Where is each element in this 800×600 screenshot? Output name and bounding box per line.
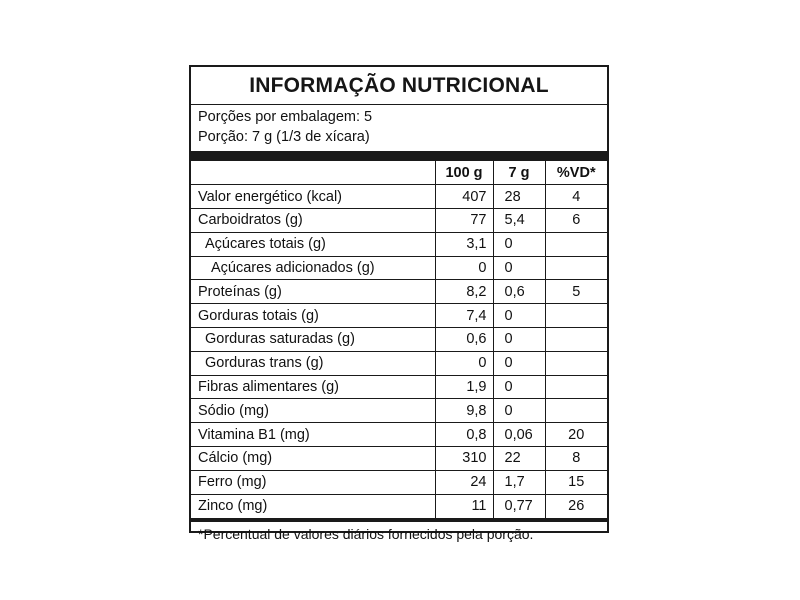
table-row xyxy=(191,256,607,280)
table-row xyxy=(191,470,607,494)
row-label: Carboidratos (g) xyxy=(191,209,435,233)
portion-size: Porção: 7 g (1/3 de xícara) xyxy=(198,129,370,145)
header-7g: 7 g xyxy=(493,161,545,185)
portion-info xyxy=(191,105,607,151)
header-vd: %VD* xyxy=(545,161,607,185)
row-value-100g: 1,9 xyxy=(435,375,493,399)
table-row xyxy=(191,209,607,233)
row-value-7g: 0 xyxy=(493,328,545,352)
row-value-7g: 0 xyxy=(493,351,545,375)
row-value-100g: 77 xyxy=(435,209,493,233)
row-label: Sódio (mg) xyxy=(191,399,435,423)
table-row xyxy=(191,351,607,375)
row-value-7g: 0 xyxy=(493,304,545,328)
thick-divider xyxy=(191,151,607,161)
table-row xyxy=(191,328,607,352)
row-label: Ferro (mg) xyxy=(191,470,435,494)
row-value-7g: 0,6 xyxy=(493,280,545,304)
row-label: Cálcio (mg) xyxy=(191,447,435,471)
table-row xyxy=(191,447,607,471)
nutrition-table xyxy=(191,161,607,518)
row-label: Gorduras totais (g) xyxy=(191,304,435,328)
row-value-vd xyxy=(545,399,607,423)
row-value-7g: 1,7 xyxy=(493,470,545,494)
table-row xyxy=(191,185,607,209)
row-label: Gorduras trans (g) xyxy=(191,351,435,375)
table-row xyxy=(191,399,607,423)
row-value-100g: 0 xyxy=(435,256,493,280)
portions-per-package: Porções por embalagem: 5 xyxy=(198,109,373,125)
row-value-7g: 0 xyxy=(493,399,545,423)
row-value-vd: 26 xyxy=(545,494,607,518)
row-value-100g: 0 xyxy=(435,351,493,375)
row-value-vd xyxy=(545,232,607,256)
row-value-vd: 4 xyxy=(545,185,607,209)
footnote: *Percentual de valores diários fornecidos pela porção. xyxy=(198,525,534,542)
row-value-vd: 6 xyxy=(545,209,607,233)
row-value-vd xyxy=(545,375,607,399)
row-value-7g: 0 xyxy=(493,375,545,399)
row-value-7g: 28 xyxy=(493,185,545,209)
row-value-vd xyxy=(545,351,607,375)
row-value-100g: 0,8 xyxy=(435,423,493,447)
header-100g: 100 g xyxy=(435,161,493,185)
row-value-100g: 0,6 xyxy=(435,328,493,352)
table-row xyxy=(191,375,607,399)
row-label: Proteínas (g) xyxy=(191,280,435,304)
row-value-vd xyxy=(545,328,607,352)
row-label: Zinco (mg) xyxy=(198,498,268,515)
row-value-7g: 22 xyxy=(493,447,545,471)
table-row xyxy=(191,494,607,518)
row-label: Fibras alimentares (g) xyxy=(191,375,435,399)
row-label: Gorduras saturadas (g) xyxy=(191,328,435,352)
row-value-100g: 407 xyxy=(435,185,493,209)
row-value-7g: 0,77 xyxy=(493,494,545,518)
row-value-100g: 7,4 xyxy=(435,304,493,328)
row-value-100g: 9,8 xyxy=(435,399,493,423)
row-value-vd xyxy=(545,304,607,328)
row-value-100g: 310 xyxy=(435,447,493,471)
row-value-7g: 0 xyxy=(493,232,545,256)
row-value-100g: 11 xyxy=(435,494,493,518)
table-row xyxy=(191,280,607,304)
row-value-vd: 20 xyxy=(545,423,607,447)
row-label: Açúcares totais (g) xyxy=(191,232,435,256)
panel-title: INFORMAÇÃO NUTRICIONAL xyxy=(191,67,607,105)
table-row xyxy=(191,232,607,256)
table-row xyxy=(191,423,607,447)
row-label: Vitamina B1 (mg) xyxy=(191,423,435,447)
row-value-vd: 8 xyxy=(545,447,607,471)
row-value-7g: 0,06 xyxy=(493,423,545,447)
row-label: Valor energético (kcal) xyxy=(191,185,435,209)
nutrition-facts-panel xyxy=(189,65,609,542)
table-row xyxy=(191,304,607,328)
row-value-vd: 15 xyxy=(545,470,607,494)
row-value-vd xyxy=(545,256,607,280)
row-value-100g: 8,2 xyxy=(435,280,493,304)
row-value-100g: 3,1 xyxy=(435,232,493,256)
header-name xyxy=(191,161,435,185)
row-value-100g: 24 xyxy=(435,470,493,494)
row-label: Açúcares adicionados (g) xyxy=(191,256,435,280)
row-value-7g: 5,4 xyxy=(493,209,545,233)
row-value-7g: 0 xyxy=(493,256,545,280)
table-header-row xyxy=(191,161,607,185)
row-value-vd: 5 xyxy=(545,280,607,304)
